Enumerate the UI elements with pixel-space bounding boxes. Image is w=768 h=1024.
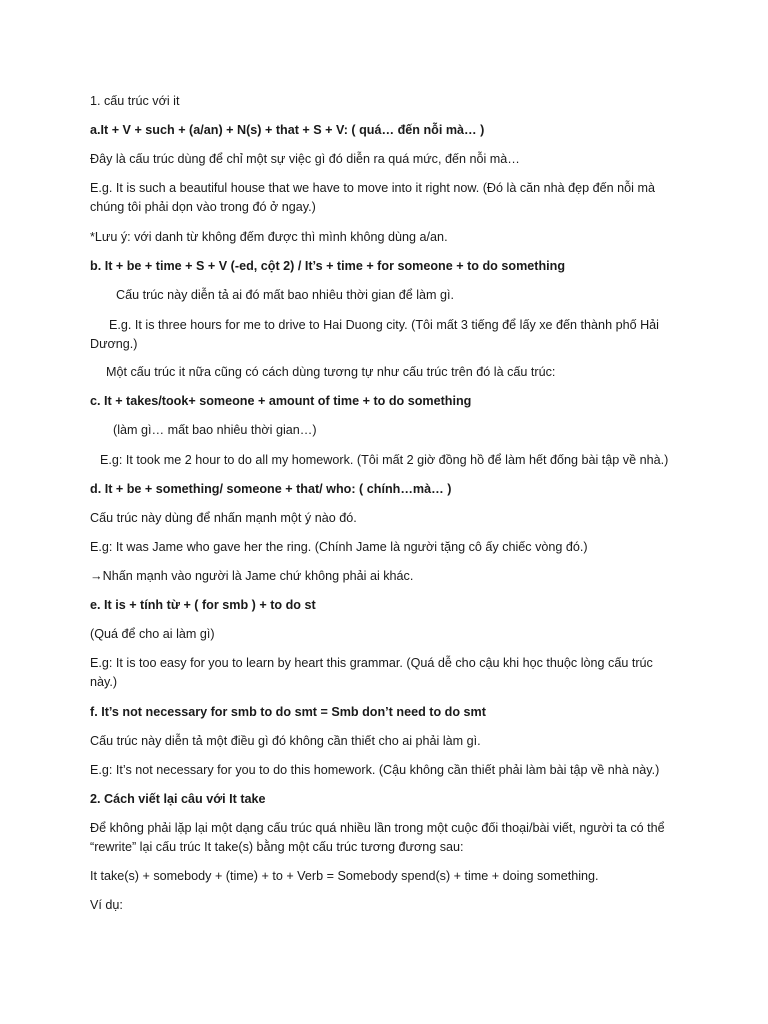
structure-b-example: E.g. It is three hours for me to drive to Hai Duong city. (Tôi mất 3 tiếng để lấy xe đến thành phố Hải Dương.) xyxy=(90,318,659,351)
structure-d-example: E.g: It was Jame who gave her the ring. (Chính Jame là người tặng cô ấy chiếc vòng đó.) xyxy=(90,540,588,554)
structure-e-example: E.g: It is too easy for you to learn by heart this grammar. (Quá dễ cho cậu khi học thuộc lòng cấu trúc này.) xyxy=(90,656,653,689)
structure-d-emphasis-note: →Nhấn mạnh vào người là Jame chứ không phải ai khác. xyxy=(90,569,414,583)
structure-f-example: E.g: It’s not necessary for you to do this homework. (Cậu không cần thiết phải làm bài tập về nhà này.) xyxy=(90,763,660,777)
structure-a-example: E.g. It is such a beautiful house that we have to move into it right now. (Đó là căn nhà đẹp đến nỗi mà chúng tôi phải dọn vào trong đó ở ngay.) xyxy=(90,181,655,214)
structure-c-heading: c. It + takes/took+ someone + amount of time + to do something xyxy=(90,394,472,408)
structure-c-example: E.g: It took me 2 hour to do all my homework. (Tôi mất 2 giờ đồng hồ để làm hết đống bài tập về nhà.) xyxy=(100,453,669,467)
structure-a-description: Đây là cấu trúc dùng để chỉ một sự việc gì đó diễn ra quá mức, đến nỗi mà… xyxy=(90,152,520,166)
structure-f-heading: f. It’s not necessary for smb to do smt = Smb don’t need to do smt xyxy=(90,705,486,719)
structure-a-heading: a.It + V + such + (a/an) + N(s) + that + S + V: ( quá… đến nỗi mà… ) xyxy=(90,123,485,137)
structure-c-meaning: (làm gì… mất bao nhiêu thời gian…) xyxy=(113,423,317,437)
structure-a-note: *Lưu ý: với danh từ không đếm được thì mình không dùng a/an. xyxy=(90,230,448,244)
structure-f-description: Cấu trúc này diễn tả một điều gì đó không cần thiết cho ai phải làm gì. xyxy=(90,734,481,748)
structure-b-heading: b. It + be + time + S + V (-ed, cột 2) / It’s + time + for someone + to do something xyxy=(90,259,566,273)
structure-e-heading: e. It is + tính từ + ( for smb ) + to do st xyxy=(90,598,316,612)
it-take-intro: Để không phải lặp lại một dạng cấu trúc quá nhiều lần trong một cuộc đối thoại/bài viết, người ta có thể “rewrite” lại cấu trúc It take(s) bằng một cấu trúc tương đương sau: xyxy=(90,821,665,854)
example-label: Ví dụ: xyxy=(90,898,123,912)
structure-b-description: Cấu trúc này diễn tả ai đó mất bao nhiêu thời gian để làm gì. xyxy=(116,288,455,302)
structure-d-description: Cấu trúc này dùng để nhấn mạnh một ý nào đó. xyxy=(90,511,357,525)
structure-b-followup: Một cấu trúc it nữa cũng có cách dùng tương tự như cấu trúc trên đó là cấu trúc: xyxy=(106,365,556,379)
structure-e-meaning: (Quá để cho ai làm gì) xyxy=(90,627,215,641)
it-take-formula: It take(s) + somebody + (time) + to + Verb = Somebody spend(s) + time + doing something. xyxy=(90,869,599,883)
section-heading-it-take: 2. Cách viết lại câu với It take xyxy=(90,792,266,806)
section-heading-it-structures: 1. cấu trúc với it xyxy=(90,94,180,108)
structure-d-heading: d. It + be + something/ someone + that/ who: ( chính…mà… ) xyxy=(90,482,452,496)
